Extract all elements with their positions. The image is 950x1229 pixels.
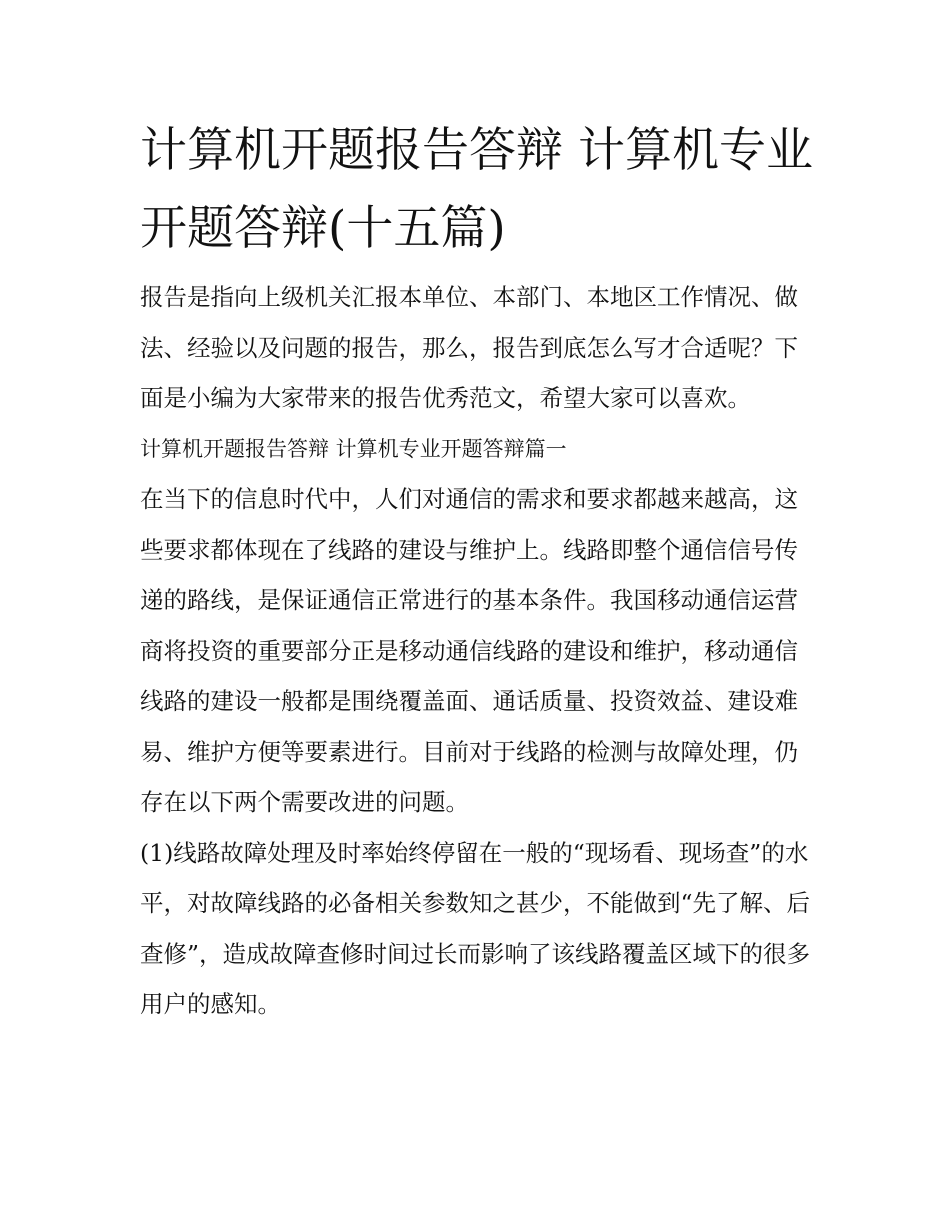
intro-paragraph: 报告是指向上级机关汇报本单位、本部门、本地区工作情况、做法、经验以及问题的报告，那么，报告到底怎么写才合适呢？下面是小编为大家带来的报告优秀范文，希望大家可以喜欢。 (140, 283, 798, 412)
document-page (140, 112, 815, 1030)
body-paragraph-1: 在当下的信息时代中，人们对通信的需求和要求都越来越高，这些要求都体现在了线路的建设与维护上。线路即整个通信信号传递的路线，是保证通信正常进行的基本条件。我国移动通信运营商将投资的重要部分正是移动通信线路的建设和维护，移动通信线路的建设一般都是围绕覆盖面、通话质量、投资效益、建设难易、维护方便等要素进行。目前对于线路的检测与故障处理，仍存在以下两个需要改进的问题。 (140, 485, 798, 816)
body-paragraph-2: (1)线路故障处理及时率始终停留在一般的“现场看、现场查”的水平，对故障线路的必备相关参数知之甚少，不能做到“先了解、后查修”，造成故障查修时间过长而影响了该线路覆盖区域下的很多用户的感知。 (140, 838, 811, 1018)
document-title: 计算机开题报告答辩 计算机专业开题答辩(十五篇) (140, 123, 813, 256)
section-heading: 计算机开题报告答辩 计算机专业开题答辩篇一 (140, 436, 567, 461)
